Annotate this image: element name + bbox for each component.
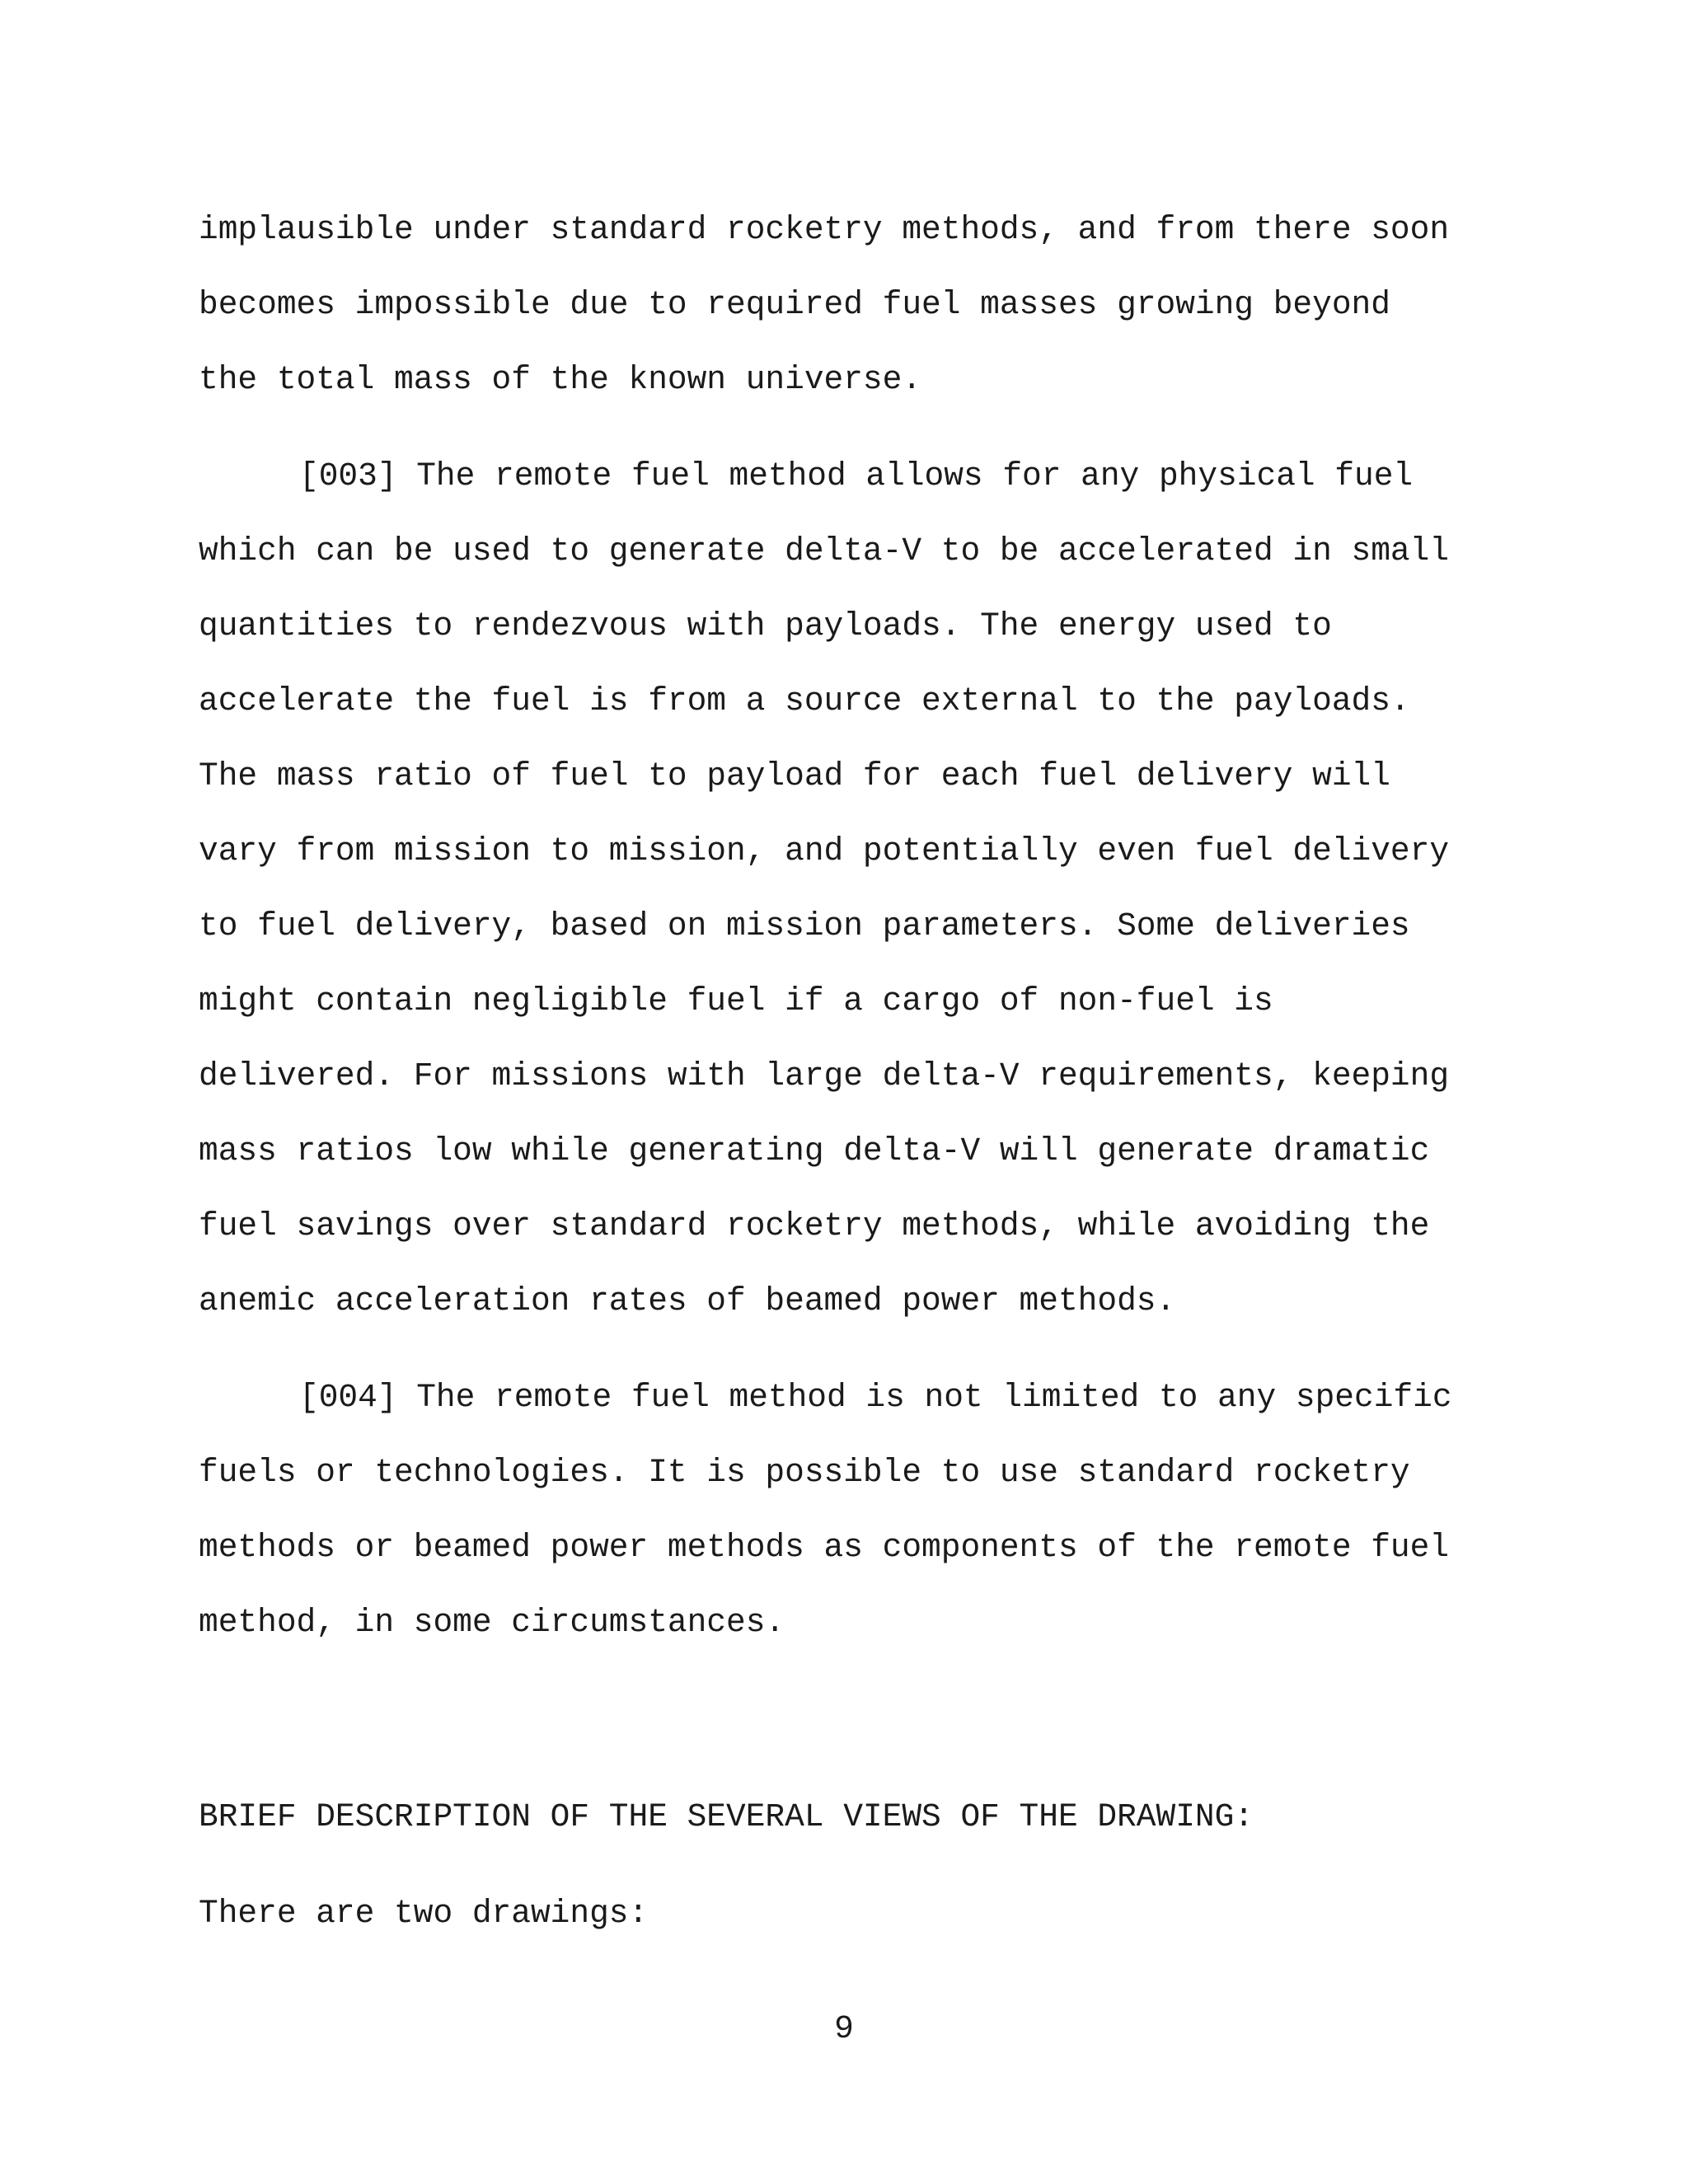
text-line: The mass ratio of fuel to payload for each fuel delivery will xyxy=(199,757,1390,794)
paragraph-spacer xyxy=(199,1854,1484,1876)
paragraph-spacer xyxy=(199,417,1484,438)
text-line: which can be used to generate delta-V to be accelerated in small xyxy=(199,532,1450,569)
text-line: [004] The remote fuel method is not limited to any specific xyxy=(299,1379,1452,1416)
paragraph-003 xyxy=(199,438,1484,1338)
text-line: quantities to rendezvous with payloads. The energy used to xyxy=(199,607,1332,644)
text-line: delivered. For missions with large delta-V requirements, keeping xyxy=(199,1057,1450,1094)
text-line: fuel savings over standard rocketry methods, while avoiding the xyxy=(199,1207,1430,1244)
section-text: There are two drawings: xyxy=(199,1895,649,1932)
text-line: method, in some circumstances. xyxy=(199,1604,785,1641)
text-line: mass ratios low while generating delta-V will generate dramatic xyxy=(199,1132,1430,1169)
text-line: methods or beamed power methods as components of the remote fuel xyxy=(199,1529,1450,1566)
text-line: accelerate the fuel is from a source external to the payloads. xyxy=(199,682,1410,719)
section-heading: BRIEF DESCRIPTION OF THE SEVERAL VIEWS OF THE DRAWING: xyxy=(199,1798,1254,1835)
section-spacer xyxy=(199,1660,1484,1779)
paragraph-004 xyxy=(199,1360,1484,1660)
page-body xyxy=(199,192,1484,1951)
text-line: anemic acceleration rates of beamed power methods. xyxy=(199,1282,1176,1319)
text-line: might contain negligible fuel if a cargo of non-fuel is xyxy=(199,982,1273,1019)
text-line: becomes impossible due to required fuel masses growing beyond xyxy=(199,286,1390,323)
text-line: fuels or technologies. It is possible to use standard rocketry xyxy=(199,1454,1410,1491)
text-line: to fuel delivery, based on mission parameters. Some deliveries xyxy=(199,907,1410,944)
text-line: implausible under standard rocketry methods, and from there soon xyxy=(199,211,1450,248)
intro-paragraph xyxy=(199,192,1484,417)
paragraph-spacer xyxy=(199,1338,1484,1360)
text-line: [003] The remote fuel method allows for any physical fuel xyxy=(299,457,1414,494)
page-number: 9 xyxy=(834,2010,854,2047)
text-line: vary from mission to mission, and potentially even fuel delivery xyxy=(199,832,1450,869)
text-line: the total mass of the known universe. xyxy=(199,361,922,398)
